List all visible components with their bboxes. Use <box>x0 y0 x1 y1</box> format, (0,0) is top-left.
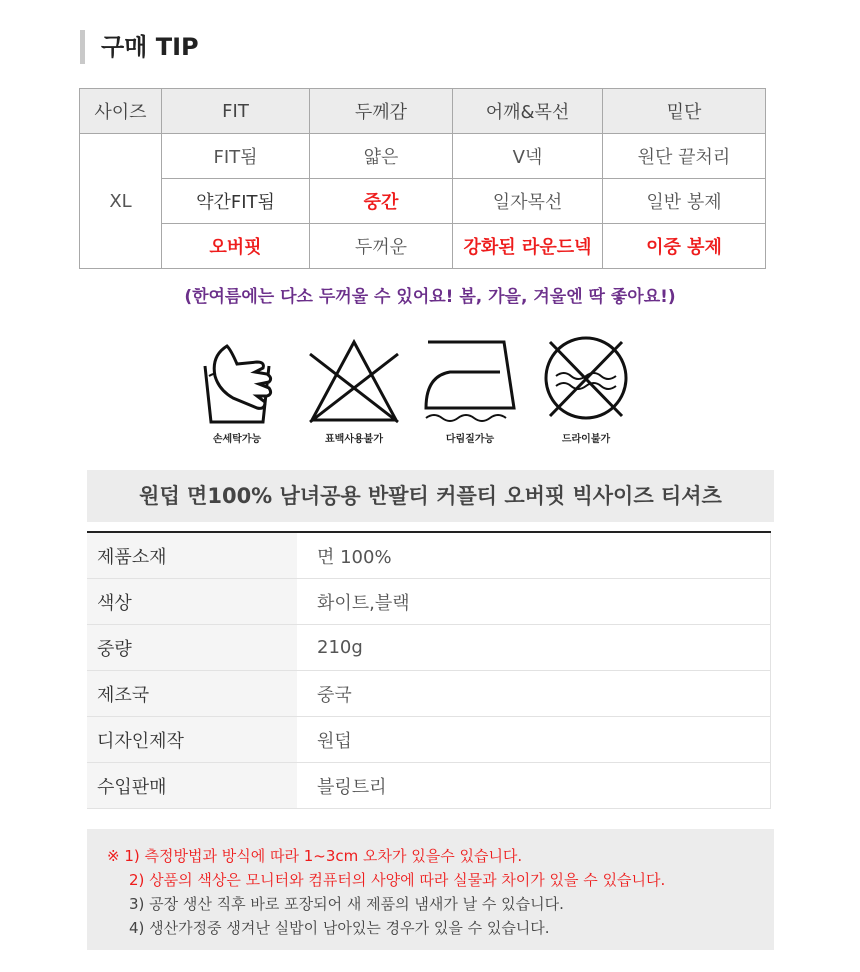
header-neckline: 어깨&목선 <box>453 89 603 134</box>
tip-cell-selected: 오버핏 <box>162 224 310 269</box>
spec-key: 제품소재 <box>87 532 297 579</box>
tip-row <box>80 224 766 269</box>
spec-value: 중국 <box>297 671 771 717</box>
spec-value: 원덥 <box>297 717 771 763</box>
size-value: XL <box>80 134 162 269</box>
spec-row <box>87 532 771 579</box>
tip-cell: 약간FIT됨 <box>162 179 310 224</box>
size-tip-table <box>79 88 766 269</box>
care-item <box>294 336 414 445</box>
spec-key: 디자인제작 <box>87 717 297 763</box>
care-item <box>526 336 646 445</box>
care-item <box>410 336 530 445</box>
notice-box <box>87 829 774 950</box>
header-thickness: 두께감 <box>310 89 453 134</box>
tip-cell-selected: 강화된 라운드넥 <box>453 224 603 269</box>
spec-key: 중량 <box>87 625 297 671</box>
tip-header-row <box>80 89 766 134</box>
care-label: 표백사용불가 <box>325 434 383 445</box>
spec-row <box>87 763 771 809</box>
spec-key: 제조국 <box>87 671 297 717</box>
tip-row <box>80 134 766 179</box>
iron-icon <box>420 336 520 426</box>
spec-value: 화이트,블랙 <box>297 579 771 625</box>
spec-row <box>87 671 771 717</box>
header-fit: FIT <box>162 89 310 134</box>
care-item <box>177 336 297 445</box>
notice-line: 3) 공장 생산 직후 바로 포장되어 새 제품의 냄새가 날 수 있습니다. <box>129 895 564 913</box>
no-dry-clean-icon <box>536 336 636 426</box>
header-size: 사이즈 <box>80 89 162 134</box>
spec-table <box>87 531 771 809</box>
spec-key: 수입판매 <box>87 763 297 809</box>
tip-cell: V넥 <box>453 134 603 179</box>
spec-row <box>87 717 771 763</box>
spec-value: 면 100% <box>297 532 771 579</box>
tip-note: (한여름에는 다소 두꺼울 수 있어요! 봄, 가을, 겨울엔 딱 좋아요!) <box>184 287 676 307</box>
care-icons <box>0 336 860 446</box>
notice-line: 4) 생산가정중 생겨난 실밥이 남아있는 경우가 있을 수 있습니다. <box>129 919 550 937</box>
tip-cell: 얇은 <box>310 134 453 179</box>
tip-cell: 일자목선 <box>453 179 603 224</box>
tip-cell: 원단 끝처리 <box>603 134 766 179</box>
care-label: 손세탁가능 <box>212 434 262 445</box>
tip-cell: FIT됨 <box>162 134 310 179</box>
spec-value: 210g <box>297 625 771 671</box>
notice-line: ※ 1) 측정방법과 방식에 따라 1~3cm 오차가 있을수 있습니다. <box>107 847 523 865</box>
hand-wash-icon <box>197 336 277 426</box>
tip-cell: 두꺼운 <box>310 224 453 269</box>
notice-line: 2) 상품의 색상은 모니터와 컴퓨터의 사양에 따라 실물과 차이가 있을 수 있습니다. <box>129 871 666 889</box>
tip-cell-selected: 이중 봉제 <box>603 224 766 269</box>
spec-key: 색상 <box>87 579 297 625</box>
tip-cell-selected: 중간 <box>310 179 453 224</box>
spec-row <box>87 579 771 625</box>
section-title: 구매 TIP <box>80 30 199 64</box>
no-bleach-icon <box>304 336 404 426</box>
product-name: 원덥 면100% 남녀공용 반팔티 커플티 오버핏 빅사이즈 티셔츠 <box>87 470 774 522</box>
tip-row <box>80 179 766 224</box>
care-label: 다림질가능 <box>445 434 495 445</box>
care-label: 드라이불가 <box>561 434 611 445</box>
header-hem: 밑단 <box>603 89 766 134</box>
tip-cell: 일반 봉제 <box>603 179 766 224</box>
spec-row <box>87 625 771 671</box>
spec-value: 블링트리 <box>297 763 771 809</box>
